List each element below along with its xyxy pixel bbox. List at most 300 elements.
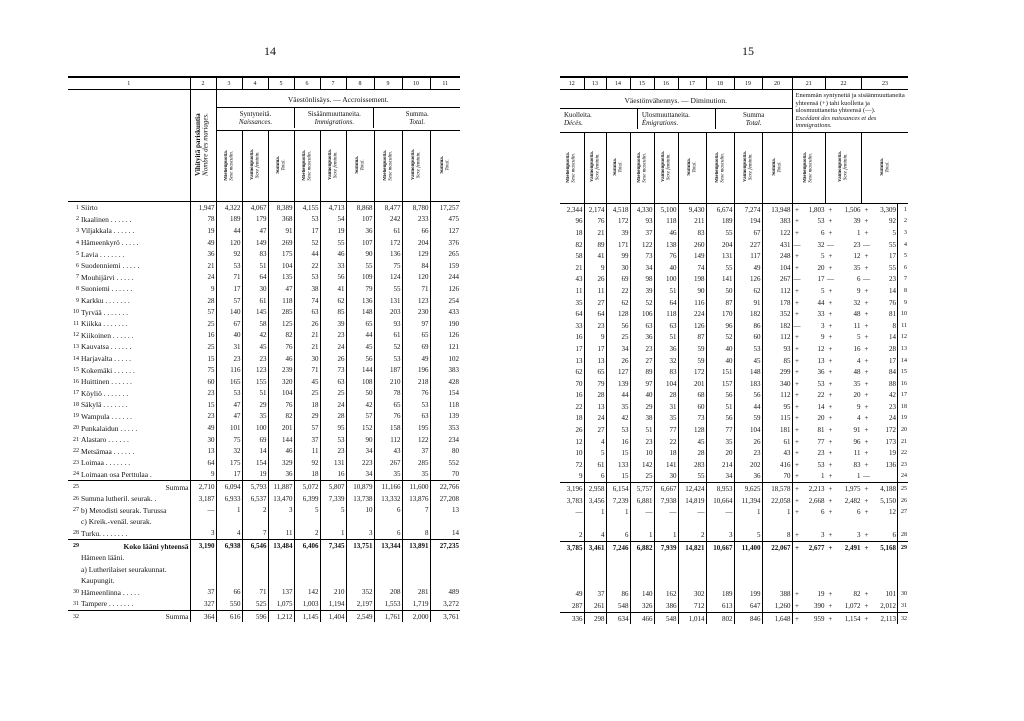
- table-cell: [872, 577, 898, 589]
- table-cell: 26: [606, 355, 630, 367]
- table-cell: 11,887: [268, 481, 294, 493]
- table-cell: 66: [216, 587, 242, 599]
- table-cell: 1: [857, 228, 861, 237]
- table-cell: 234: [430, 434, 460, 446]
- table-cell: 376: [430, 237, 460, 249]
- table-cell: 88: [889, 379, 896, 388]
- municipality-name: Hämeen lääni.: [81, 553, 125, 563]
- table-cell: +: [828, 531, 833, 540]
- table-cell: 13: [575, 356, 583, 365]
- table-cell: [584, 554, 606, 566]
- table-cell: 16: [190, 330, 216, 342]
- municipality-name: Köyliö . . . . . . .: [81, 388, 129, 398]
- table-cell: 98: [630, 274, 654, 286]
- table-cell: 64: [242, 272, 268, 284]
- table-cell: 13,738: [346, 493, 374, 505]
- table-cell: 141: [706, 274, 734, 286]
- table-cell: 131: [706, 250, 734, 262]
- municipality-name: Hämeenkyrö . . . . .: [81, 238, 139, 248]
- row-number: [68, 563, 80, 575]
- table-cell: 33: [575, 321, 583, 330]
- row-number: 26: [898, 495, 909, 507]
- table-cell: 15: [606, 471, 630, 483]
- table-cell: 65: [402, 330, 430, 342]
- row-number: 13: [898, 343, 909, 355]
- table-cell: 149: [242, 237, 268, 249]
- table-cell: 59: [734, 413, 762, 425]
- table-cell: 7,339: [320, 493, 346, 505]
- row-number: [68, 575, 80, 587]
- row-number: 14: [898, 355, 909, 367]
- table-cell: 74: [678, 262, 706, 274]
- table-row: [560, 297, 908, 309]
- table-cell: 56: [320, 272, 346, 284]
- table-cell: 2,344: [566, 205, 583, 214]
- table-cell: 18: [654, 447, 678, 459]
- table-cell: 388: [762, 589, 792, 601]
- table-row: [560, 424, 908, 436]
- table-cell: 3,761: [430, 610, 460, 622]
- table-cell: +: [792, 530, 802, 542]
- table-cell: 53: [606, 424, 630, 436]
- table-cell: 9: [584, 262, 606, 274]
- table-cell: 46: [268, 353, 294, 365]
- table-cell: 6: [606, 530, 630, 542]
- emigrations-header: Ulosmuuttaneita. Émigrations.: [637, 109, 715, 129]
- table-cell: 5: [857, 333, 861, 342]
- table-cell: 1,553: [374, 598, 402, 610]
- table-cell: +: [828, 252, 833, 261]
- row-number: 25: [898, 483, 909, 495]
- table-cell: 8: [402, 528, 430, 540]
- table-cell: 42: [346, 399, 374, 411]
- table-row: [560, 483, 908, 495]
- table-cell: +: [828, 590, 833, 599]
- table-cell: 326: [630, 600, 654, 612]
- table-cell: 244: [430, 272, 460, 284]
- table-cell: 171: [606, 239, 630, 251]
- table-cell: 170: [706, 308, 734, 320]
- table-cell: 45: [242, 341, 268, 353]
- table-cell: 24: [190, 272, 216, 284]
- table-cell: 51: [654, 332, 678, 344]
- table-cell: 23: [190, 411, 216, 423]
- table-cell: 43: [762, 447, 792, 459]
- table-cell: 6,881: [630, 495, 654, 507]
- table-cell: 32: [654, 355, 678, 367]
- table-cell: 26: [575, 426, 583, 435]
- table-cell: 12: [817, 344, 825, 353]
- table-cell: [294, 575, 320, 587]
- table-cell: 287: [572, 601, 583, 610]
- table-cell: 44: [734, 401, 762, 413]
- table-cell: 89: [584, 239, 606, 251]
- table-cell: 208: [374, 587, 402, 599]
- table-row: [68, 225, 460, 237]
- table-cell: 2,482: [844, 496, 861, 505]
- table-cell: +: [828, 310, 833, 319]
- table-cell: 302: [678, 589, 706, 601]
- table-cell: +: [826, 612, 836, 624]
- table-cell: 62: [734, 285, 762, 297]
- table-cell: 8: [892, 321, 896, 330]
- table-cell: 157: [706, 378, 734, 390]
- table-cell: 50: [706, 285, 734, 297]
- table-cell: 11: [853, 449, 861, 458]
- table-cell: +: [792, 436, 802, 448]
- table-cell: 596: [242, 610, 268, 622]
- row-number: 31: [898, 600, 909, 612]
- row-number: 23: [898, 459, 909, 471]
- table-cell: 8,953: [706, 483, 734, 495]
- table-cell: 4,188: [872, 483, 898, 495]
- table-cell: 152: [346, 422, 374, 434]
- page-number-right: 15: [742, 44, 754, 58]
- table-cell: —: [863, 275, 870, 284]
- table-cell: [802, 577, 826, 589]
- table-cell: 77: [654, 424, 678, 436]
- table-cell: 269: [268, 237, 294, 249]
- table-cell: 70: [575, 379, 583, 388]
- table-row: [560, 459, 908, 471]
- municipality-name: a) Lutherilaiset seurakunnat.: [81, 564, 167, 574]
- table-cell: 118: [654, 308, 678, 320]
- table-cell: 50: [346, 388, 374, 400]
- table-cell: 1,719: [402, 598, 430, 610]
- col-number: 13: [584, 77, 606, 90]
- col-number: 21: [792, 77, 826, 90]
- table-cell: [826, 565, 836, 577]
- table-cell: 23: [853, 240, 861, 249]
- table-cell: [402, 563, 430, 575]
- table-cell: +: [792, 401, 802, 413]
- table-cell: 4: [857, 414, 861, 423]
- col-number: 1: [68, 77, 190, 90]
- table-cell: [802, 518, 826, 530]
- table-cell: [242, 516, 268, 528]
- municipality-name: Summa: [80, 610, 190, 622]
- table-cell: 13,332: [374, 493, 402, 505]
- table-cell: 56: [706, 413, 734, 425]
- table-cell: 47: [216, 411, 242, 423]
- row-number: [898, 577, 909, 589]
- table-cell: 118: [430, 399, 460, 411]
- table-cell: 3,309: [880, 205, 896, 214]
- table-cell: 352: [762, 308, 792, 320]
- table-cell: 25: [294, 388, 320, 400]
- table-cell: 10: [575, 449, 583, 458]
- table-row: [560, 216, 908, 228]
- table-cell: [872, 471, 898, 483]
- table-cell: 1,003: [294, 598, 320, 610]
- sub-header: Miehenpuolia. Sexe masculin.: [374, 131, 402, 202]
- table-cell: 26: [320, 353, 346, 365]
- table-cell: 3: [268, 504, 294, 516]
- col-number: 5: [268, 77, 294, 90]
- table-cell: [560, 565, 584, 577]
- table-cell: [630, 518, 654, 530]
- table-cell: 552: [430, 457, 460, 469]
- table-cell: 26: [734, 436, 762, 448]
- table-cell: 7: [242, 528, 268, 540]
- table-cell: [584, 577, 606, 589]
- table-cell: 36: [734, 471, 762, 483]
- municipality-name: Loimaan osa Perttulaa .: [81, 469, 152, 479]
- table-cell: 65: [584, 366, 606, 378]
- table-cell: 9: [579, 472, 583, 481]
- table-cell: +: [828, 449, 833, 458]
- table-cell: 71: [242, 587, 268, 599]
- table-row: [68, 260, 460, 272]
- table-row: [560, 390, 908, 402]
- table-cell: —: [190, 504, 216, 516]
- table-cell: 25: [190, 341, 216, 353]
- table-cell: +: [792, 285, 802, 297]
- table-cell: 23: [320, 330, 346, 342]
- table-cell: 210: [374, 376, 402, 388]
- table-cell: 3,190: [190, 540, 216, 552]
- table-cell: 30: [654, 471, 678, 483]
- sub-header: Vaimonpuolia. Sexe feminin.: [826, 133, 862, 204]
- table-cell: [678, 518, 706, 530]
- col-number: 15: [630, 77, 654, 90]
- table-cell: —: [575, 508, 583, 517]
- table-cell: 548: [654, 612, 678, 624]
- table-row: [68, 411, 460, 423]
- municipality-name: c) Kreik.-venäl. seurak.: [81, 517, 152, 527]
- table-cell: 120: [216, 237, 242, 249]
- col-number: 7: [320, 77, 346, 90]
- table-cell: +: [864, 496, 869, 505]
- table-row: [560, 542, 908, 554]
- table-cell: 6,154: [606, 483, 630, 495]
- table-cell: 22: [817, 391, 825, 400]
- table-cell: 5: [821, 286, 825, 295]
- table-cell: 68: [678, 390, 706, 402]
- col-number: 8: [346, 77, 374, 90]
- table-cell: 2,549: [346, 610, 374, 622]
- table-cell: 53: [216, 388, 242, 400]
- row-number: 10: [73, 309, 79, 316]
- table-row: [560, 577, 908, 589]
- table-cell: 14: [889, 333, 896, 342]
- table-cell: 67: [734, 227, 762, 239]
- table-row: [560, 495, 908, 507]
- row-number: 16: [898, 378, 909, 390]
- table-cell: 9,430: [678, 204, 706, 216]
- table-cell: 9,625: [734, 483, 762, 495]
- table-cell: 141: [654, 459, 678, 471]
- table-cell: 173: [885, 437, 896, 446]
- table-cell: 165: [216, 376, 242, 388]
- table-cell: 11,600: [402, 481, 430, 493]
- table-cell: 5: [892, 228, 896, 237]
- table-cell: 959: [802, 612, 826, 624]
- table-cell: 6: [821, 508, 825, 517]
- table-cell: [826, 554, 836, 566]
- table-cell: 40: [706, 355, 734, 367]
- table-cell: [862, 518, 872, 530]
- table-cell: +: [828, 217, 833, 226]
- table-row: [68, 306, 460, 318]
- table-cell: 23: [630, 343, 654, 355]
- table-cell: [430, 575, 460, 587]
- sub-header: Miehenpuolia. Sexe masculin.: [294, 131, 320, 202]
- table-cell: [734, 554, 762, 566]
- table-cell: 61: [584, 459, 606, 471]
- row-number: 23: [73, 459, 79, 466]
- table-row: [68, 552, 460, 564]
- table-cell: 93: [630, 216, 654, 228]
- table-cell: 320: [268, 376, 294, 388]
- table-cell: 3: [190, 528, 216, 540]
- table-cell: 17: [294, 225, 320, 237]
- row-number: 25: [68, 481, 80, 493]
- row-number: 28: [898, 530, 909, 542]
- table-cell: +: [792, 250, 802, 262]
- table-cell: 183: [734, 378, 762, 390]
- col-number: 10: [402, 77, 430, 90]
- table-cell: 23: [889, 402, 896, 411]
- table-cell: [430, 516, 460, 528]
- table-cell: +: [828, 402, 833, 411]
- row-number: 9: [76, 297, 79, 304]
- table-cell: 126: [678, 320, 706, 332]
- table-cell: [268, 552, 294, 564]
- table-cell: 15: [606, 447, 630, 459]
- row-number: 3: [76, 227, 79, 234]
- municipality-name: Turku. . . . . . . .: [81, 528, 128, 538]
- table-cell: 90: [346, 434, 374, 446]
- table-cell: 10,879: [346, 481, 374, 493]
- table-cell: [836, 577, 862, 589]
- table-cell: 46: [320, 248, 346, 260]
- table-cell: +: [792, 227, 802, 239]
- table-cell: 96: [706, 320, 734, 332]
- table-cell: 13,948: [762, 204, 792, 216]
- table-cell: 15: [190, 353, 216, 365]
- table-cell: +: [864, 310, 869, 319]
- municipality-name: Summa: [80, 481, 190, 493]
- table-cell: 5: [821, 252, 825, 261]
- row-number: 11: [73, 320, 79, 327]
- table-cell: 53: [817, 217, 825, 226]
- table-cell: 172: [606, 216, 630, 228]
- table-cell: 489: [430, 587, 460, 599]
- table-cell: [734, 565, 762, 577]
- table-cell: 45: [346, 341, 374, 353]
- table-cell: 36: [190, 248, 216, 260]
- table-cell: +: [792, 471, 802, 483]
- table-cell: 3: [706, 530, 734, 542]
- table-row: [68, 528, 460, 540]
- col-number: 16: [654, 77, 678, 90]
- table-cell: 78: [374, 388, 402, 400]
- table-cell: 353: [430, 422, 460, 434]
- table-cell: 33: [817, 310, 825, 319]
- table-cell: [216, 575, 242, 587]
- table-cell: 22,766: [430, 481, 460, 493]
- table-cell: 35: [242, 411, 268, 423]
- table-cell: 13: [817, 356, 825, 365]
- table-cell: 51: [242, 260, 268, 272]
- table-cell: 104: [734, 424, 762, 436]
- municipality-name: Viljakkala . . . . . .: [81, 226, 135, 236]
- table-row: [68, 214, 460, 226]
- table-cell: [294, 563, 320, 575]
- table-cell: 4: [584, 530, 606, 542]
- sub-header: Summa. Total.: [346, 131, 374, 202]
- table-cell: 104: [268, 260, 294, 272]
- table-cell: —: [827, 275, 834, 284]
- table-cell: 28: [654, 390, 678, 402]
- table-cell: 56: [606, 320, 630, 332]
- table-cell: 5: [294, 504, 320, 516]
- row-number: 7: [898, 274, 909, 286]
- table-cell: 122: [762, 227, 792, 239]
- table-cell: 28: [678, 447, 706, 459]
- table-cell: 76: [889, 298, 896, 307]
- table-cell: 139: [606, 378, 630, 390]
- table-cell: 100: [242, 422, 268, 434]
- table-cell: 66: [402, 225, 430, 237]
- row-number: 22: [73, 448, 79, 455]
- table-cell: 118: [268, 295, 294, 307]
- table-cell: 178: [762, 297, 792, 309]
- table-cell: 13: [584, 401, 606, 413]
- row-number: 20: [73, 425, 79, 432]
- table-cell: 6: [374, 528, 402, 540]
- table-cell: 16: [575, 391, 583, 400]
- table-cell: 6,667: [654, 483, 678, 495]
- table-cell: 45: [294, 376, 320, 388]
- table-cell: [630, 565, 654, 577]
- table-cell: 1: [584, 506, 606, 518]
- table-cell: [320, 563, 346, 575]
- table-cell: 79: [584, 378, 606, 390]
- table-cell: 133: [606, 459, 630, 471]
- table-cell: +: [792, 447, 802, 459]
- table-cell: +: [864, 344, 869, 353]
- row-number: 27: [898, 506, 909, 518]
- table-cell: 1,648: [762, 612, 792, 624]
- row-number: 9: [898, 297, 909, 309]
- table-cell: 6: [857, 508, 861, 517]
- col-number: 20: [762, 77, 792, 90]
- table-cell: 14: [242, 445, 268, 457]
- table-cell: [836, 565, 862, 577]
- table-cell: 154: [430, 388, 460, 400]
- table-cell: 340: [762, 378, 792, 390]
- row-number: 32: [68, 610, 80, 622]
- table-cell: 41: [320, 283, 346, 295]
- table-cell: 7,939: [654, 542, 678, 554]
- table-cell: 175: [268, 248, 294, 260]
- table-cell: +: [792, 600, 802, 612]
- table-cell: 20: [817, 263, 825, 272]
- table-cell: 2,113: [872, 612, 898, 624]
- table-cell: 10: [346, 504, 374, 516]
- table-cell: 4,518: [606, 204, 630, 216]
- table-cell: 35: [654, 413, 678, 425]
- table-cell: +: [792, 343, 802, 355]
- table-row: [68, 445, 460, 457]
- table-cell: 24: [320, 399, 346, 411]
- table-cell: 27,235: [430, 540, 460, 552]
- table-cell: 78: [190, 214, 216, 226]
- table-cell: 59: [678, 355, 706, 367]
- table-cell: 16: [320, 469, 346, 481]
